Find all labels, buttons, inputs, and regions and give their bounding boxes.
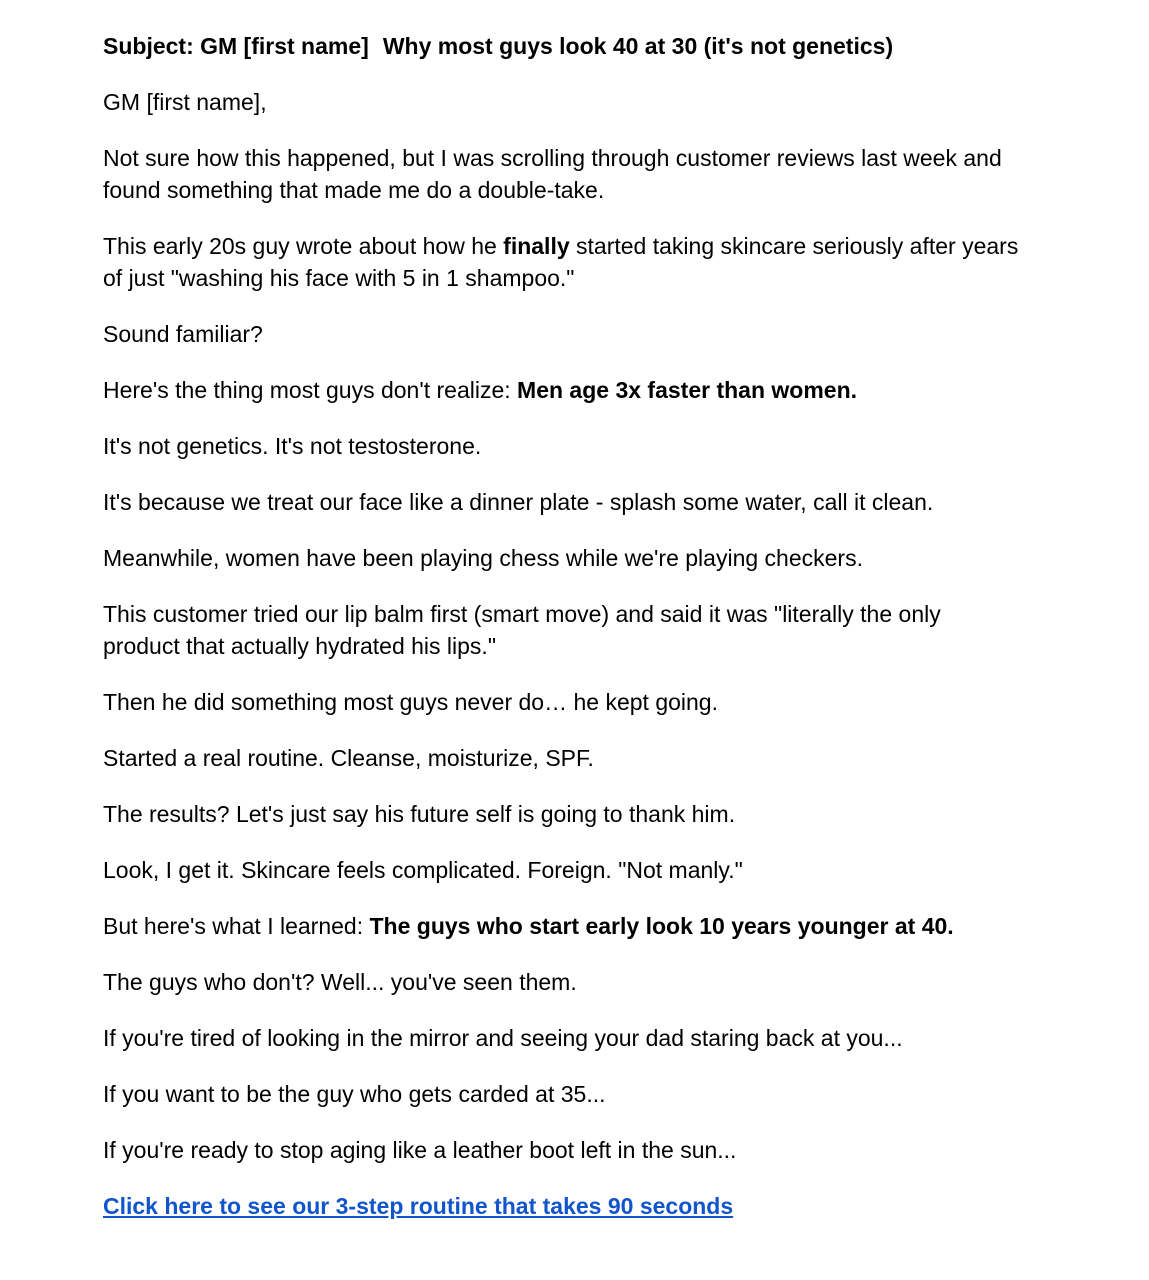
subject-title: Why most guys look 40 at 30 (it's not genetics) [382, 33, 894, 59]
paragraph-9: Then he did something most guys never do… he kept going. [103, 689, 718, 715]
subject-prefix: Subject: GM [first name] [103, 33, 369, 59]
email-subject [103, 30, 1023, 62]
paragraph-4-text: Here's the thing most guys don't realize: [103, 377, 518, 403]
paragraph-2-text-b: started taking skincare seriously after years of just "washing his face with 5 in 1 shampoo." [103, 233, 1019, 291]
paragraph-10: Started a real routine. Cleanse, moisturize, SPF. [103, 745, 594, 771]
paragraph-15: If you're tired of looking in the mirror and seeing your dad staring back at you... [103, 1025, 903, 1051]
paragraph-2-emphasis: finally [503, 233, 570, 259]
paragraph-2-text-a: This early 20s guy wrote about how he [103, 233, 504, 259]
paragraph-12: Look, I get it. Skincare feels complicated. Foreign. "Not manly." [103, 857, 743, 883]
cta-link[interactable]: Click here to see our 3-step routine that takes 90 seconds [103, 1193, 734, 1219]
paragraph-13 [103, 910, 1023, 942]
paragraph-8: This customer tried our lip balm first (smart move) and said it was "literally the only product that actually hydrated his lips." [103, 601, 941, 659]
email-body [103, 30, 1023, 1246]
paragraph-5: It's not genetics. It's not testosterone. [103, 433, 482, 459]
cta-paragraph [103, 1190, 1023, 1222]
paragraph-1: Not sure how this happened, but I was scrolling through customer reviews last week and found something that made me do a double-take. [103, 145, 1002, 203]
paragraph-16: If you want to be the guy who gets carded at 35... [103, 1081, 606, 1107]
paragraph-13-text: But here's what I learned: [103, 913, 370, 939]
paragraph-17: If you're ready to stop aging like a leather boot left in the sun... [103, 1137, 737, 1163]
paragraph-6: It's because we treat our face like a dinner plate - splash some water, call it clean. [103, 489, 934, 515]
paragraph-11: The results? Let's just say his future self is going to thank him. [103, 801, 736, 827]
paragraph-2 [103, 230, 1023, 294]
email-greeting: GM [first name], [103, 89, 267, 115]
paragraph-4 [103, 374, 1023, 406]
paragraph-7: Meanwhile, women have been playing chess while we're playing checkers. [103, 545, 863, 571]
paragraph-3: Sound familiar? [103, 321, 263, 347]
paragraph-14: The guys who don't? Well... you've seen them. [103, 969, 577, 995]
paragraph-13-emphasis: The guys who start early look 10 years younger at 40. [369, 913, 954, 939]
paragraph-4-emphasis: Men age 3x faster than women. [517, 377, 858, 403]
